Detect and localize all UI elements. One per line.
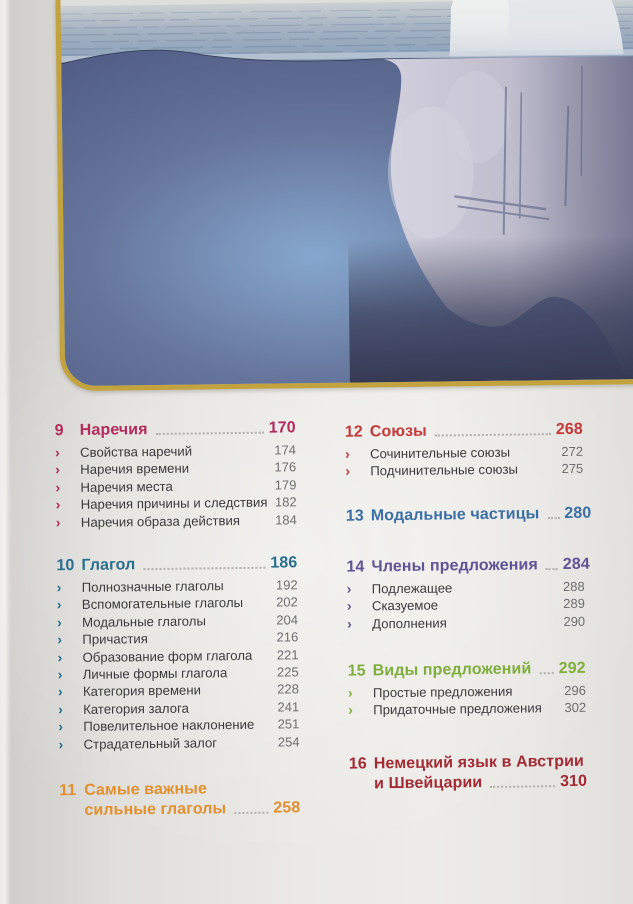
toc-entry-label: Образование форм глагола bbox=[82, 647, 253, 665]
chevron-right-icon: › bbox=[58, 735, 64, 752]
toc-entry-page-number: 251 bbox=[277, 716, 300, 732]
toc-entry-label: Дополнения bbox=[372, 615, 447, 632]
toc-entry-page-number: 221 bbox=[276, 646, 299, 663]
toc-section-heading bbox=[346, 555, 590, 578]
toc-section-number: 15 bbox=[347, 662, 366, 680]
toc-section-number: 13 bbox=[345, 507, 364, 525]
toc-section-heading bbox=[345, 504, 592, 527]
iceberg-above-shading bbox=[497, 0, 623, 56]
toc-entry-page-number: 241 bbox=[277, 699, 300, 715]
toc-section-heading bbox=[348, 659, 586, 682]
toc-column-left bbox=[55, 418, 301, 821]
toc-section-page-number: 170 bbox=[268, 419, 296, 437]
chevron-right-icon: › bbox=[55, 496, 61, 513]
chevron-right-icon: › bbox=[56, 579, 62, 596]
toc-entry-label: Свойства наречий bbox=[79, 443, 193, 460]
toc-entry-page-number: 275 bbox=[561, 461, 584, 477]
leader-dots bbox=[435, 420, 551, 436]
toc-section-title: Глагол bbox=[81, 556, 136, 574]
toc-section-page-number: 258 bbox=[273, 799, 301, 817]
chevron-right-icon: › bbox=[346, 597, 352, 614]
toc-section-14 bbox=[346, 555, 590, 633]
toc-section-page-number: 268 bbox=[555, 420, 583, 439]
toc-entry-label: Полнозначные глаголы bbox=[81, 578, 224, 595]
leader-dots bbox=[234, 799, 268, 814]
toc-section-number bbox=[349, 774, 374, 794]
toc-entry-page-number: 228 bbox=[277, 681, 300, 698]
toc-entry-page-number: 202 bbox=[276, 594, 298, 610]
toc-entry-page-number: 289 bbox=[563, 595, 585, 612]
deep-shadow bbox=[348, 235, 633, 383]
toc-entry-page-number: 272 bbox=[561, 443, 584, 460]
toc-entry bbox=[345, 460, 583, 480]
chevron-right-icon: › bbox=[55, 461, 60, 478]
toc-section-title: Немецкий язык в Австрии bbox=[373, 752, 585, 773]
toc-entry-label: Повелительное наклонение bbox=[83, 717, 255, 735]
toc-subentries bbox=[57, 576, 300, 753]
toc-entry-label: Категория залога bbox=[83, 700, 189, 717]
toc-entry-label: Страдательный залог bbox=[83, 734, 218, 752]
toc-entry-page-number: 192 bbox=[275, 577, 298, 593]
toc-entry-page-number: 179 bbox=[274, 477, 297, 493]
toc-entry-page-number: 302 bbox=[564, 700, 587, 716]
toc-entry-label: Модальные глаголы bbox=[81, 613, 206, 630]
chevron-right-icon: › bbox=[58, 718, 64, 735]
toc-entry bbox=[58, 733, 299, 753]
toc-entry-page-number: 182 bbox=[274, 494, 297, 510]
chevron-right-icon: › bbox=[55, 478, 61, 496]
toc-entry-label: Наречия образа действия bbox=[80, 512, 241, 530]
toc-entry-label: Вспомогательные глаголы bbox=[81, 595, 244, 613]
toc-entry-label: Придаточные предложения bbox=[373, 700, 542, 718]
toc-entry-page-number: 290 bbox=[563, 613, 586, 629]
leader-dots bbox=[547, 504, 559, 519]
toc-section-number: 11 bbox=[59, 782, 77, 800]
toc-section-number: 16 bbox=[348, 755, 367, 773]
toc-section-page-number: 310 bbox=[559, 772, 588, 790]
toc-entry-label: Наречия причины и следствия bbox=[80, 494, 268, 513]
toc-section-heading bbox=[345, 420, 583, 443]
chevron-right-icon: › bbox=[57, 648, 63, 665]
toc-section-page-number: 280 bbox=[564, 504, 592, 522]
iceberg-photo bbox=[55, 0, 633, 391]
chevron-right-icon: › bbox=[56, 596, 62, 613]
toc-section-number: 14 bbox=[346, 558, 365, 576]
toc-entry-page-number: 225 bbox=[276, 664, 299, 680]
toc-entry-label: Подлежащее bbox=[371, 580, 453, 597]
toc-section-title: Модальные частицы bbox=[370, 505, 540, 525]
chevron-right-icon: › bbox=[345, 463, 351, 480]
toc-entry-label: Причастия bbox=[82, 631, 148, 648]
toc-subentries bbox=[347, 578, 586, 633]
toc-entry-page-number: 216 bbox=[276, 629, 299, 645]
toc-entry-page-number: 204 bbox=[276, 612, 299, 628]
toc-section-number: 9 bbox=[54, 422, 64, 440]
iceberg-illustration bbox=[60, 0, 633, 386]
toc-section-heading bbox=[59, 798, 300, 821]
toc-section-heading bbox=[56, 553, 297, 576]
toc-entry-label: Личные формы глагола bbox=[82, 665, 228, 682]
toc-column-right bbox=[344, 420, 592, 795]
toc-section-title: Самые важные bbox=[84, 780, 208, 799]
toc-section-page-number: 186 bbox=[270, 554, 298, 572]
chevron-right-icon: › bbox=[348, 702, 353, 719]
chevron-right-icon: › bbox=[57, 631, 63, 648]
toc-entry-page-number: 254 bbox=[277, 733, 300, 750]
toc-entry bbox=[348, 699, 586, 719]
leader-dots bbox=[490, 772, 555, 788]
chevron-right-icon: › bbox=[344, 445, 350, 462]
toc-section-title: сильные глаголы bbox=[84, 800, 227, 819]
toc-section-9 bbox=[55, 418, 297, 531]
toc-section-number: 10 bbox=[56, 557, 75, 575]
toc-section-title: Наречия bbox=[79, 421, 148, 439]
chevron-right-icon: › bbox=[346, 580, 352, 597]
chevron-right-icon: › bbox=[347, 615, 352, 632]
toc-section-12 bbox=[345, 420, 584, 481]
toc-entry-label: Сочинительные союзы bbox=[369, 444, 511, 462]
toc-entry-label: Подчинительные союзы bbox=[370, 461, 519, 479]
toc-subentries bbox=[345, 443, 583, 481]
toc-section-15 bbox=[348, 659, 587, 720]
chevron-right-icon: › bbox=[56, 614, 62, 631]
toc-section-title: Союзы bbox=[369, 422, 427, 441]
toc-section-11 bbox=[59, 778, 300, 821]
chevron-right-icon: › bbox=[57, 683, 63, 700]
chevron-right-icon: › bbox=[55, 513, 61, 530]
toc-section-page-number: 292 bbox=[558, 659, 586, 678]
chevron-right-icon: › bbox=[54, 444, 60, 461]
leader-dots bbox=[539, 659, 554, 674]
toc-subentries bbox=[55, 441, 297, 531]
toc-section-title: Виды предложений bbox=[372, 660, 532, 680]
toc-section-title: и Швейцарии bbox=[373, 773, 483, 793]
toc-entry-label: Сказуемое bbox=[371, 597, 439, 614]
toc-section-page-number: 284 bbox=[562, 555, 590, 573]
leader-dots bbox=[143, 554, 265, 570]
leader-dots bbox=[546, 555, 558, 570]
toc-section-heading bbox=[349, 772, 587, 795]
toc-entry-label: Простые предложения bbox=[372, 683, 513, 701]
toc-section-heading bbox=[55, 418, 296, 441]
chevron-right-icon: › bbox=[57, 666, 63, 683]
leader-dots bbox=[156, 419, 264, 435]
toc-entry-page-number: 184 bbox=[275, 511, 297, 528]
toc-entry-label: Наречия места bbox=[80, 478, 173, 495]
chevron-right-icon: › bbox=[347, 684, 353, 701]
toc-subentries bbox=[348, 682, 586, 720]
toc-section-number: 12 bbox=[344, 423, 363, 441]
toc-entry-page-number: 176 bbox=[274, 459, 297, 475]
toc-entry-page-number: 296 bbox=[564, 682, 587, 699]
toc-entry-label: Наречия времени bbox=[80, 461, 190, 478]
chevron-right-icon: › bbox=[58, 701, 63, 718]
toc-section-number bbox=[59, 801, 84, 821]
toc-entry-page-number: 174 bbox=[274, 442, 297, 458]
toc-entry bbox=[347, 612, 585, 632]
toc-section-16 bbox=[349, 752, 587, 795]
toc-section-title: Члены предложения bbox=[371, 556, 538, 576]
toc-section-10 bbox=[56, 553, 299, 753]
toc-entry-page-number: 288 bbox=[562, 578, 585, 594]
toc-section-13 bbox=[345, 504, 592, 527]
toc-entry bbox=[56, 511, 297, 531]
toc-entry-label: Категория времени bbox=[82, 682, 202, 700]
